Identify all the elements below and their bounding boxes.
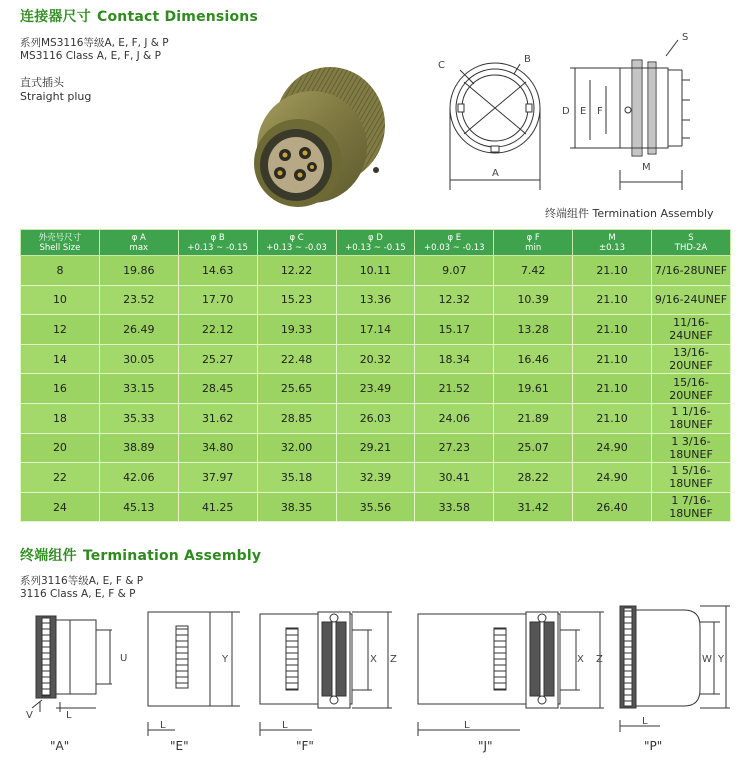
label-a: A <box>492 168 499 179</box>
column-header <box>257 230 336 256</box>
series-cn: 系列MS3116等级A, E, F, J & P <box>20 37 169 49</box>
caption-a: "A" <box>50 739 70 753</box>
table-cell: 24.06 <box>415 403 494 433</box>
column-header-line1: φ E <box>447 232 462 243</box>
drawing-class-j <box>418 612 604 736</box>
plug-type-en: Straight plug <box>20 90 92 103</box>
column-header-line1: 外壳号尺寸 <box>38 232 82 243</box>
table-cell: 33.58 <box>415 492 494 522</box>
table-cell: 22.12 <box>178 315 257 345</box>
table-cell: 35.33 <box>99 403 178 433</box>
table-cell: 7/16-28UNEF <box>652 256 731 286</box>
table-row <box>21 492 731 522</box>
column-header-line2: +0.13 ~ -0.15 <box>187 242 248 253</box>
table-cell: 42.06 <box>99 463 178 493</box>
column-header-line1: φ F <box>526 232 540 243</box>
label-l-e: L <box>160 720 166 731</box>
table-cell: 19.61 <box>494 374 573 404</box>
table-cell: 15/16-20UNEF <box>652 374 731 404</box>
table-cell: 23.49 <box>336 374 415 404</box>
table-cell: 35.18 <box>257 463 336 493</box>
table-cell: 32.00 <box>257 433 336 463</box>
column-header-line1: M <box>608 232 616 243</box>
table-cell: 16.46 <box>494 344 573 374</box>
table-cell: 10.11 <box>336 256 415 286</box>
label-z-f: Z <box>390 654 397 665</box>
table-cell: 1 5/16-18UNEF <box>652 463 731 493</box>
table-cell: 29.21 <box>336 433 415 463</box>
table-cell: 27.23 <box>415 433 494 463</box>
termination-assembly-caption: 终端组件 Termination Assembly <box>545 207 714 220</box>
column-header-line2: THD-2A <box>674 242 708 253</box>
table-cell: 21.10 <box>573 374 652 404</box>
table-cell: 9.07 <box>415 256 494 286</box>
table-row <box>21 374 731 404</box>
table-cell: 37.97 <box>178 463 257 493</box>
label-v: V <box>26 710 33 721</box>
label-u: U <box>120 653 128 664</box>
column-header-line2: ±0.13 <box>599 242 626 253</box>
table-row <box>21 403 731 433</box>
drawing-class-f <box>260 612 392 736</box>
table-header-row <box>21 230 731 256</box>
table-cell: 26.49 <box>99 315 178 345</box>
column-header <box>336 230 415 256</box>
section2-title-en: Termination Assembly <box>82 548 262 564</box>
section-title-en: Contact Dimensions <box>97 9 258 25</box>
label-l-f: L <box>282 720 288 731</box>
table-cell: 7.42 <box>494 256 573 286</box>
table-cell: 22.48 <box>257 344 336 374</box>
plug-type-cn: 直式插头 <box>20 76 64 89</box>
table-cell: 13/16-20UNEF <box>652 344 731 374</box>
column-header <box>573 230 652 256</box>
table-cell: 31.42 <box>494 492 573 522</box>
table-cell: 25.65 <box>257 374 336 404</box>
column-header-line2: +0.13 ~ -0.15 <box>345 242 406 253</box>
table-cell: 38.89 <box>99 433 178 463</box>
column-header-line2: +0.13 ~ -0.03 <box>266 242 327 253</box>
table-cell: 20.32 <box>336 344 415 374</box>
table-cell: 24.90 <box>573 433 652 463</box>
table-cell: 21.89 <box>494 403 573 433</box>
column-header <box>21 230 100 256</box>
table-cell: 23.52 <box>99 285 178 315</box>
table-cell: 32.39 <box>336 463 415 493</box>
table-cell: 30.05 <box>99 344 178 374</box>
table-cell: 21.52 <box>415 374 494 404</box>
caption-e: "E" <box>170 739 189 753</box>
table-cell: 19.33 <box>257 315 336 345</box>
table-cell: 24.90 <box>573 463 652 493</box>
drawing-class-a <box>32 616 112 712</box>
table-cell: 8 <box>21 256 100 286</box>
table-cell: 10 <box>21 285 100 315</box>
table-cell: 35.56 <box>336 492 415 522</box>
label-x-j: X <box>577 654 584 665</box>
table-row <box>21 433 731 463</box>
table-cell: 28.85 <box>257 403 336 433</box>
label-l-a: L <box>66 710 72 721</box>
section2-series-en: 3116 Class A, E, F & P <box>20 588 136 600</box>
table-cell: 22 <box>21 463 100 493</box>
table-cell: 21.10 <box>573 285 652 315</box>
table-cell: 18.34 <box>415 344 494 374</box>
table-cell: 1 7/16-18UNEF <box>652 492 731 522</box>
label-l-j: L <box>464 720 470 731</box>
table-cell: 28.45 <box>178 374 257 404</box>
table-body <box>21 256 731 522</box>
table-cell: 16 <box>21 374 100 404</box>
table-cell: 25.27 <box>178 344 257 374</box>
termination-assembly-drawings <box>0 590 750 763</box>
label-s: S <box>682 32 689 43</box>
contact-dimensions-table <box>20 229 731 522</box>
table-cell: 17.70 <box>178 285 257 315</box>
column-header <box>415 230 494 256</box>
label-z-j: Z <box>596 654 603 665</box>
table-cell: 24 <box>21 492 100 522</box>
section2-series-cn: 系列3116等级A, E, F & P <box>20 575 144 587</box>
table-cell: 10.39 <box>494 285 573 315</box>
section2-title-cn: 终端组件 <box>20 548 77 564</box>
table-row <box>21 256 731 286</box>
table-cell: 13.28 <box>494 315 573 345</box>
table-cell: 41.25 <box>178 492 257 522</box>
table-cell: 13.36 <box>336 285 415 315</box>
label-y-p: Y <box>718 654 725 665</box>
column-header-line1: φ A <box>131 232 146 243</box>
table-cell: 25.07 <box>494 433 573 463</box>
caption-f: "F" <box>296 739 314 753</box>
table-cell: 45.13 <box>99 492 178 522</box>
table-cell: 17.14 <box>336 315 415 345</box>
table-row <box>21 285 731 315</box>
table-cell: 15.17 <box>415 315 494 345</box>
label-d: D <box>562 106 570 117</box>
label-c: C <box>438 60 445 71</box>
front-and-side-view-drawing <box>420 30 740 205</box>
table-cell: 15.23 <box>257 285 336 315</box>
section-title-contact-dimensions <box>20 6 258 26</box>
table-cell: 14 <box>21 344 100 374</box>
table-row <box>21 315 731 345</box>
table-cell: 28.22 <box>494 463 573 493</box>
column-header <box>99 230 178 256</box>
plug-type <box>20 76 91 104</box>
table-cell: 12 <box>21 315 100 345</box>
series-info <box>20 37 169 63</box>
table-cell: 31.62 <box>178 403 257 433</box>
label-x-f: X <box>370 654 377 665</box>
table-cell: 21.10 <box>573 256 652 286</box>
column-header-line2: max <box>129 242 149 253</box>
caption-p: "P" <box>644 739 663 753</box>
table-cell: 18 <box>21 403 100 433</box>
table-cell: 12.32 <box>415 285 494 315</box>
label-m: M <box>642 162 651 173</box>
table-cell: 38.35 <box>257 492 336 522</box>
table-row <box>21 463 731 493</box>
table-cell: 11/16-24UNEF <box>652 315 731 345</box>
table-cell: 20 <box>21 433 100 463</box>
table-cell: 9/16-24UNEF <box>652 285 731 315</box>
series-en: MS3116 Class A, E, F, J & P <box>20 50 161 62</box>
column-header-line2: min <box>525 242 542 253</box>
table-cell: 33.15 <box>99 374 178 404</box>
drawing-class-e <box>148 612 240 736</box>
table-cell: 21.10 <box>573 344 652 374</box>
label-f: F <box>597 106 603 117</box>
table-cell: 26.03 <box>336 403 415 433</box>
straight-plug-photo <box>240 55 390 215</box>
section-title-cn: 连接器尺寸 <box>20 9 91 25</box>
table-cell: 12.22 <box>257 256 336 286</box>
caption-j: "J" <box>478 739 493 753</box>
label-l-p: L <box>642 716 648 727</box>
column-header-line1: S <box>688 232 694 243</box>
column-header-line2: +0.03 ~ -0.13 <box>424 242 485 253</box>
column-header-line1: φ C <box>289 232 304 243</box>
column-header-line1: φ D <box>368 232 383 243</box>
label-e: E <box>580 106 587 117</box>
label-w-p: W <box>702 654 712 665</box>
table-cell: 1 3/16-18UNEF <box>652 433 731 463</box>
table-cell: 30.41 <box>415 463 494 493</box>
table-cell: 21.10 <box>573 403 652 433</box>
section-title-termination-assembly <box>20 545 261 565</box>
table-cell: 19.86 <box>99 256 178 286</box>
table-cell: 21.10 <box>573 315 652 345</box>
column-header-line1: φ B <box>210 232 225 243</box>
table-cell: 26.40 <box>573 492 652 522</box>
column-header <box>178 230 257 256</box>
label-b: B <box>524 54 531 65</box>
table-cell: 1 1/16-18UNEF <box>652 403 731 433</box>
table-cell: 34.80 <box>178 433 257 463</box>
column-header <box>652 230 731 256</box>
label-y-e: Y <box>222 654 229 665</box>
drawing-class-p <box>620 606 730 732</box>
column-header <box>494 230 573 256</box>
table-cell: 14.63 <box>178 256 257 286</box>
column-header-line2: Shell Size <box>39 242 81 253</box>
table-row <box>21 344 731 374</box>
